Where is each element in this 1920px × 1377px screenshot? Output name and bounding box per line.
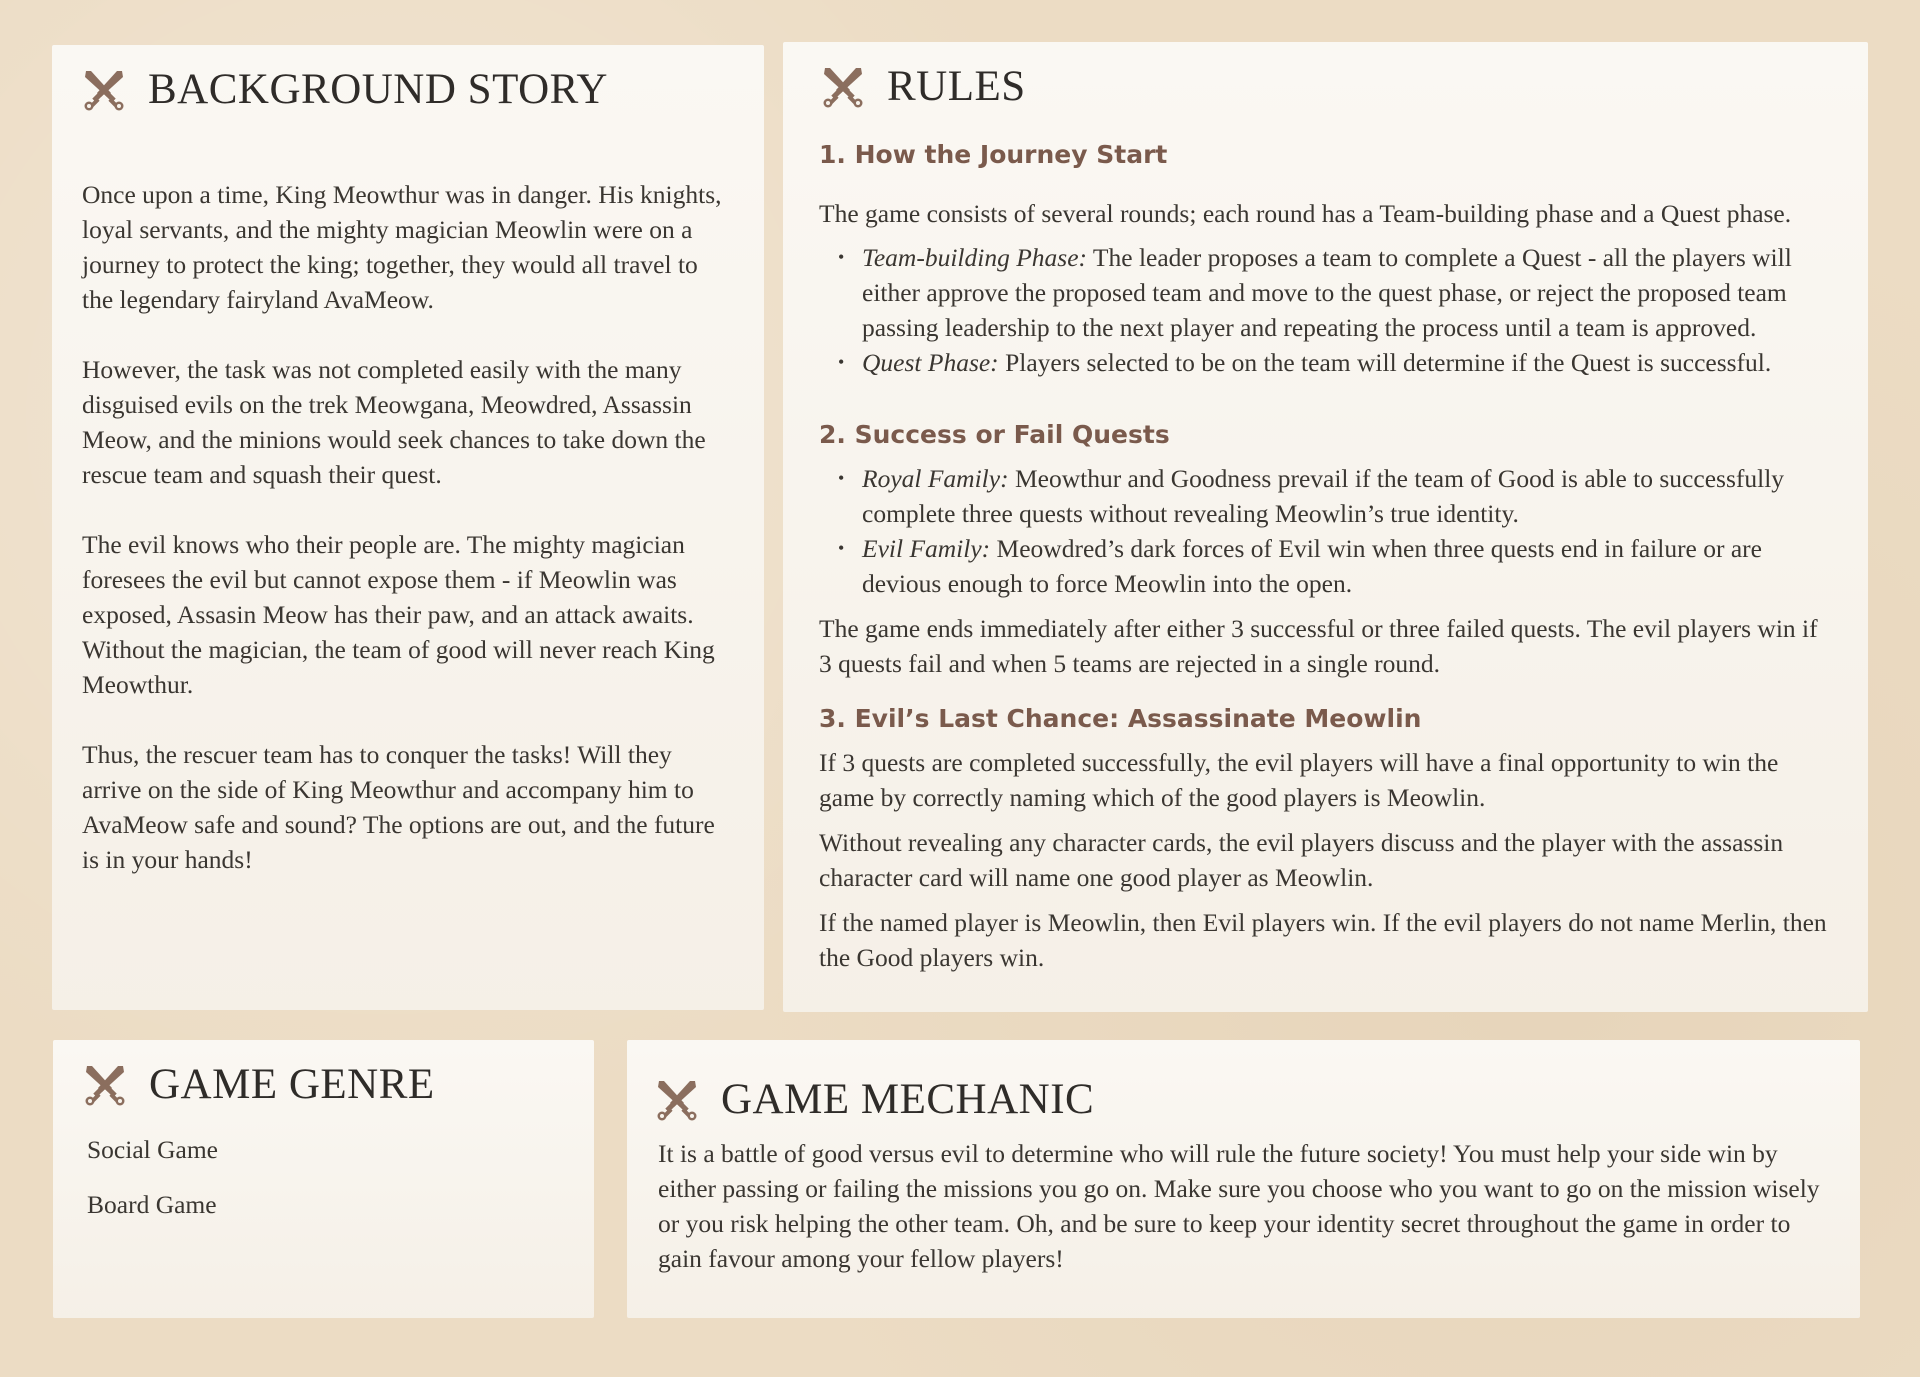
- phase-term: Quest Phase:: [862, 348, 999, 377]
- mechanic-paragraph: It is a battle of good versus evil to determine who will rule the future society! You must help your side win by either passing or failing the missions you go on. Make sure you choose who you want to go on the mission wisely or you risk helping the other team. Oh, and be sure to keep your identity secret throughout the game in order to gain favour among your fellow players!: [658, 1139, 1820, 1273]
- rules-paragraph: If 3 quests are completed successfully, the evil players will have a final opportunity to win the game by correctly naming which of the good players is Meowlin.: [819, 748, 1779, 812]
- crossed-swords-icon: [83, 1063, 127, 1107]
- story-paragraph: Thus, the rescuer team has to conquer the tasks! Will they arrive on the side of King Meowthur and accompany him to AvaMeow safe and sound? The options are out, and the future is in your hands!: [82, 740, 715, 874]
- rules-section-heading: 2. Success or Fail Quests: [819, 420, 1170, 449]
- genre-list: [87, 1132, 218, 1242]
- game-genre-title: GAME GENRE: [149, 1061, 435, 1108]
- family-term: Evil Family:: [862, 534, 991, 563]
- story-paragraph: The evil knows who their people are. The mighty magician foresees the evil but cannot expose them - if Meowlin was exposed, Assasin Meow has their paw, and an attack awaits. Without the magician, the team of good will never reach King Meowthur.: [82, 530, 715, 699]
- genre-item: Social Game: [87, 1135, 218, 1164]
- crossed-swords-icon: [655, 1078, 699, 1122]
- game-mechanic-card: [627, 1040, 1860, 1318]
- list-item: [862, 461, 1829, 531]
- family-text: Meowdred’s dark forces of Evil win when three quests end in failure or are devious enough to force Meowlin into the open.: [862, 534, 1762, 598]
- game-genre-header: [83, 1060, 435, 1109]
- crossed-swords-icon: [82, 68, 126, 112]
- family-text: Meowthur and Goodness prevail if the team of Good is able to successfully complete three quests without revealing Meowlin’s true identity.: [862, 464, 1785, 528]
- rules-section-heading: 1. How the Journey Start: [819, 140, 1168, 169]
- background-story-card: [52, 45, 764, 1010]
- story-paragraph: Once upon a time, King Meowthur was in danger. His knights, loyal servants, and the mighty magician Meowlin were on a journey to protect the king; together, they would all travel to the legendary fairyland AvaMeow.: [82, 180, 722, 314]
- story-paragraph: However, the task was not completed easily with the many disguised evils on the trek Meowgana, Meowdred, Assassin Meow, and the minions would seek chances to take down the rescue team and squash their quest.: [82, 355, 706, 489]
- game-mechanic-header: [655, 1075, 1094, 1124]
- rules-list: [819, 461, 1829, 601]
- genre-item: Board Game: [87, 1190, 217, 1219]
- rules-paragraph: The game consists of several rounds; each round has a Team-building phase and a Quest phase.: [819, 199, 1792, 228]
- family-term: Royal Family:: [862, 464, 1009, 493]
- list-item: [862, 345, 1829, 380]
- phase-text: The leader proposes a team to complete a Quest - all the players will either approve the proposed team and move to the quest phase, or reject the proposed team passing leadership to the next player and repeating the process until a team is approved.: [862, 243, 1792, 342]
- list-item: [862, 531, 1829, 601]
- phase-text: Players selected to be on the team will determine if the Quest is successful.: [998, 348, 1772, 377]
- rules-paragraph: If the named player is Meowlin, then Evil players win. If the evil players do not name Merlin, then the Good players win.: [819, 908, 1827, 972]
- background-story-body: [82, 177, 732, 912]
- crossed-swords-icon: [821, 65, 865, 109]
- rules-title: RULES: [887, 63, 1026, 110]
- rules-content: [819, 137, 1829, 975]
- game-mechanic-title: GAME MECHANIC: [721, 1076, 1095, 1123]
- game-mechanic-body: [658, 1136, 1838, 1276]
- rules-list: [819, 240, 1829, 380]
- rules-header: [821, 62, 1026, 111]
- rules-paragraph: Without revealing any character cards, the evil players discuss and the player with the assassin character card will name one good player as Meowlin.: [819, 828, 1784, 892]
- game-genre-card: [53, 1040, 594, 1318]
- background-story-header: [82, 65, 608, 114]
- phase-term: Team-building Phase:: [862, 243, 1088, 272]
- rules-card: [783, 42, 1868, 1012]
- list-item: [862, 240, 1829, 345]
- rules-paragraph: The game ends immediately after either 3 successful or three failed quests. The evil players win if 3 quests fail and when 5 teams are rejected in a single round.: [819, 614, 1818, 678]
- background-story-title: BACKGROUND STORY: [148, 66, 608, 113]
- rules-section-heading: 3. Evil’s Last Chance: Assassinate Meowlin: [819, 704, 1422, 733]
